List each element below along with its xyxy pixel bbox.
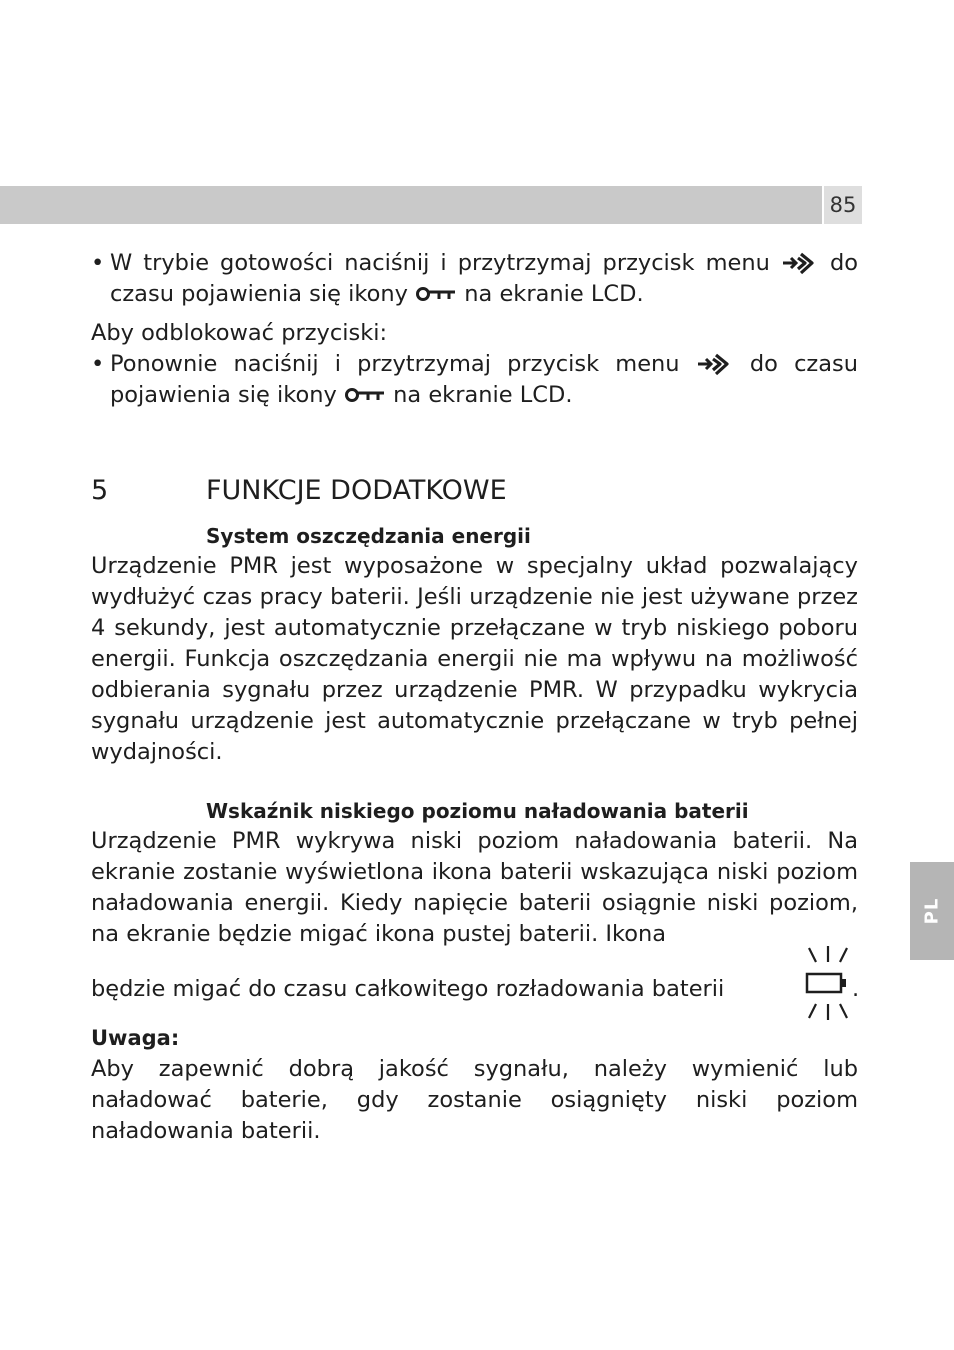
lock-bullet bbox=[91, 248, 858, 310]
blinking-empty-battery-icon bbox=[803, 944, 853, 1024]
key-lock-icon bbox=[344, 387, 386, 405]
lock-bullet-text: W trybie gotowości naciśnij i przytrzymaj przycisk menu bbox=[110, 250, 770, 276]
bullet-dot: • bbox=[91, 351, 105, 377]
language-tab bbox=[910, 862, 954, 960]
subheading-power-saving: System oszczędzania energii bbox=[206, 524, 531, 548]
section-number: 5 bbox=[91, 475, 109, 506]
unlock-bullet-text: do czasu pojawienia się ikony bbox=[110, 351, 859, 408]
unlock-bullet-text: Ponownie naciśnij i przytrzymaj przycisk menu bbox=[110, 351, 680, 377]
note-text: Aby zapewnić dobrą jakość sygnału, należy wymienić lub naładować baterie, gdy zostanie osiągnięty niski poziom naładowania baterii. bbox=[91, 1056, 858, 1144]
power-saving-text: Urządzenie PMR jest wyposażone w specjalny układ pozwalający wydłużyć czas pracy baterii. Jeśli urządzenie nie jest używane przez 4 sekundy, jest automatycznie przełączane w tryb niskiego poboru energii. Funkcja oszczędzania energii nie ma wpływu na możliwość odbierania sygnału przez urządzenie PMR. W przypadku wykrycia sygnału urządzenie jest automatycznie przełączane w tryb pełnej wydajności. bbox=[91, 553, 858, 765]
low-battery-text: Urządzenie PMR wykrywa niski poziom naładowania baterii. Na ekranie zostanie wyświetlona ikona baterii wskazująca niski poziom naładowania energii. Kiedy napięcie baterii osiągnie niski poziom, na ekranie będzie migać ikona pustej baterii. Ikona bbox=[91, 828, 858, 947]
unlock-bullet-text: na ekranie LCD. bbox=[393, 382, 573, 408]
page-number: 85 bbox=[824, 186, 862, 224]
section-title-text: FUNKCJE DODATKOWE bbox=[206, 475, 507, 506]
unlock-intro: Aby odblokować przyciski: bbox=[91, 320, 388, 346]
battery-line bbox=[91, 974, 858, 1005]
battery-line-period: . bbox=[852, 976, 860, 1002]
section-title bbox=[91, 473, 858, 509]
battery-line-text: będzie migać do czasu całkowitego rozładowania baterii bbox=[91, 976, 725, 1002]
language-tab-label: PL bbox=[921, 897, 943, 925]
subheading-low-battery: Wskaźnik niskiego poziomu naładowania baterii bbox=[206, 799, 749, 823]
bullet-dot: • bbox=[91, 250, 105, 276]
lock-bullet-text: czasu pojawienia się ikony bbox=[110, 281, 408, 307]
unlock-bullet bbox=[91, 349, 858, 411]
key-lock-icon bbox=[415, 286, 457, 304]
note-label: Uwaga: bbox=[91, 1026, 180, 1050]
menu-arrow-icon bbox=[781, 251, 819, 277]
menu-arrow-icon bbox=[696, 352, 734, 378]
header-bar bbox=[0, 186, 822, 224]
lock-bullet-text: na ekranie LCD. bbox=[464, 281, 644, 307]
page-content bbox=[91, 248, 858, 1147]
lock-bullet-text: do bbox=[829, 250, 858, 276]
